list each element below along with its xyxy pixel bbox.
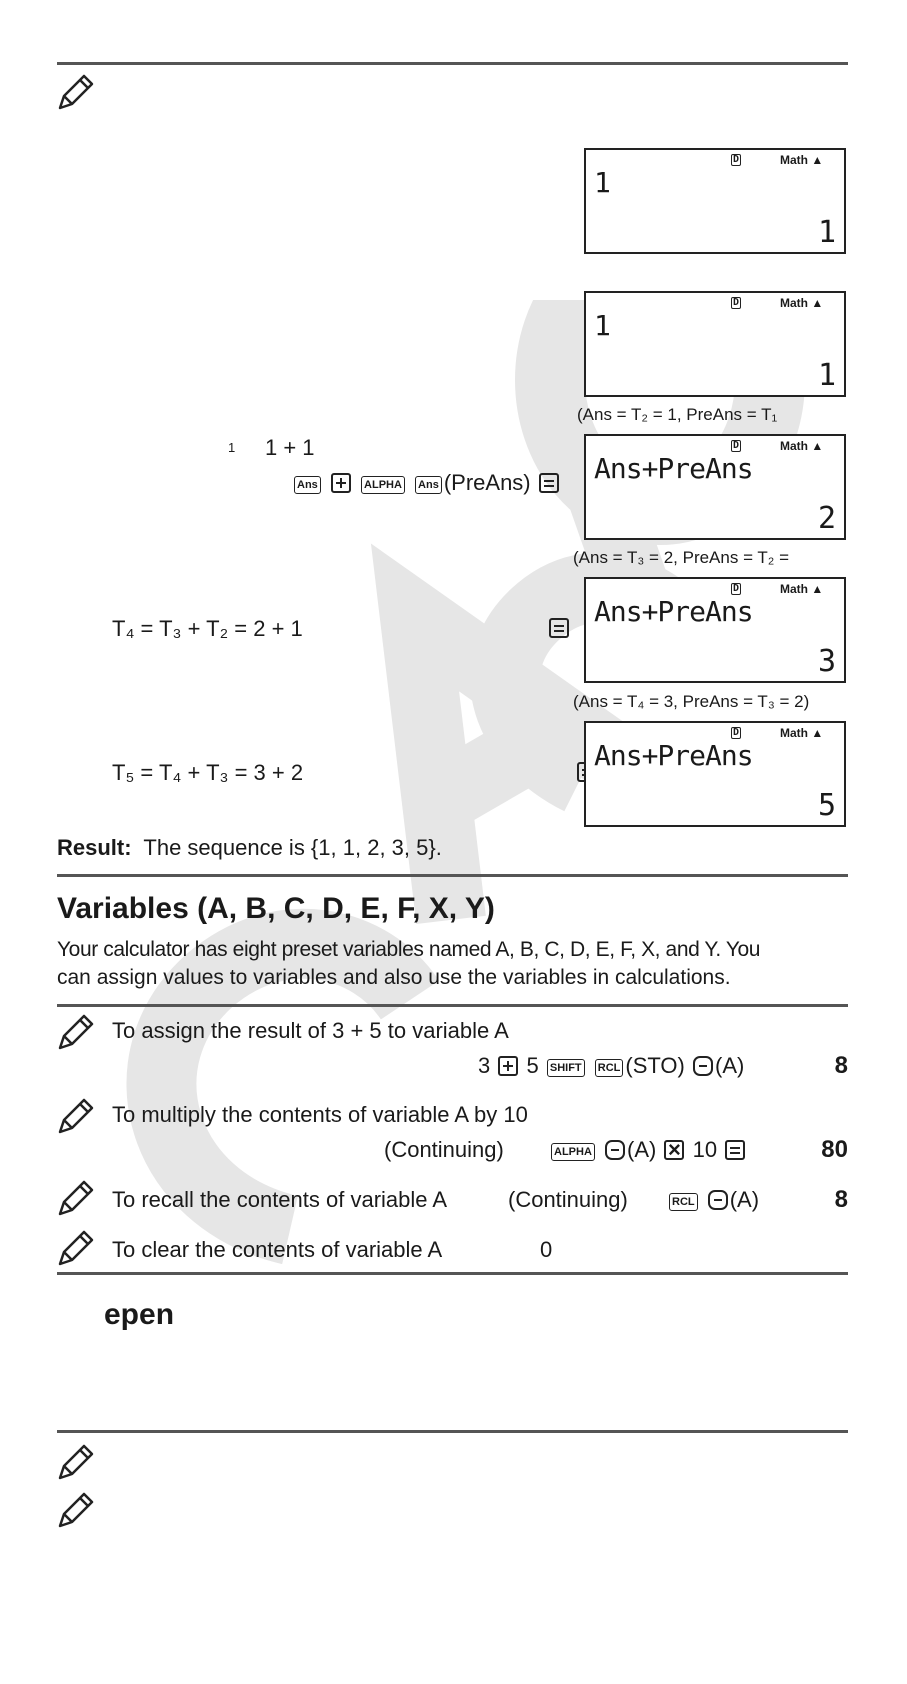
formula-t4: T₄ = T₃ + T₂ = 2 + 1 [112,616,303,641]
pencil-icon [56,1014,94,1052]
ans-key: Ans [294,476,321,494]
lcd-output: 1 [817,215,836,250]
negative-key-icon [605,1140,625,1160]
number: 10 [692,1137,718,1162]
example-3-continuing: (Continuing) [508,1187,628,1212]
sto-label: (STO) [625,1053,685,1078]
formula-t5: T₅ = T₄ + T₃ = 3 + 2 [112,760,304,785]
lcd-display-5 [584,721,846,827]
alpha-key: ALPHA [361,476,405,494]
top-rule [57,62,848,65]
lcd-input: 1 [594,309,610,342]
lcd-display-2 [584,291,846,397]
variables-intro-line1: Your calculator has eight preset variables named A, B, C, D, E, F, X, and Y. You [57,938,761,961]
rcl-key: RCL [595,1059,624,1077]
math-mode-indicator: Math ▲ [780,296,824,310]
degree-indicator: D [733,154,740,165]
lcd-output: 3 [817,644,836,679]
example-1-result: 8 [834,1052,848,1079]
ans-key: Ans [415,476,442,494]
lcd-output: 1 [817,358,836,393]
var-a-label: (A) [729,1187,760,1212]
example-1-title: To assign the result of 3 + 5 to variable A [112,1018,509,1043]
pencil-icon [56,1230,94,1268]
lcd-display-3 [584,434,846,540]
examples-bottom-rule [57,1272,848,1275]
shift-key: SHIFT [547,1059,585,1077]
lcd-note-4: (Ans = T₄ = 3, PreAns = T₃ = 2) [573,692,810,711]
example-2-keys [549,1137,747,1163]
examples-rule [57,1004,848,1007]
result-line [57,835,442,861]
example-2-result: 80 [821,1136,848,1163]
example-3-keys [667,1187,759,1213]
example-4-value: 0 [540,1237,553,1262]
rcl-key: RCL [669,1193,698,1211]
key-sequence-t3 [292,470,561,496]
negative-key-icon [708,1190,728,1210]
lcd-output: 2 [817,501,836,536]
equals-key-icon [549,618,569,638]
example-3-result: 8 [834,1186,848,1213]
lcd-input: 1 [594,166,610,199]
number: 3 [478,1053,491,1078]
pencil-icon [56,1492,94,1530]
lcd-note-2: (Ans = T₂ = 1, PreAns = T₁ [577,405,778,424]
lcd-output: 5 [817,788,836,823]
number: 5 [526,1053,539,1078]
example-4-title: To clear the contents of variable A [112,1237,443,1262]
variables-intro-line2: can assign values to variables and also use the variables in calculations. [57,966,731,989]
plus-key-icon [498,1056,518,1076]
negative-key-icon [693,1056,713,1076]
var-a-label: (A) [627,1137,657,1162]
formula-t3: 1 + 1 [265,435,315,460]
math-mode-indicator: Math ▲ [780,726,824,740]
variables-heading: Variables (A, B, C, D, E, F, X, Y) [57,892,495,925]
var-a-label: (A) [715,1053,745,1078]
lower-rule [57,1430,848,1433]
math-mode-indicator: Math ▲ [780,582,824,596]
degree-indicator: D [733,440,740,451]
multiply-key-icon [664,1140,684,1160]
example-2-title: To multiply the contents of variable A by 10 [112,1102,528,1127]
lcd-display-4 [584,577,846,683]
degree-indicator: D [733,727,740,738]
partial-heading: epen [104,1298,175,1331]
lcd-input: Ans+PreAns [594,595,753,628]
preans-label: (PreAns) [443,470,531,495]
lcd-input: Ans+PreAns [594,452,753,485]
alpha-key: ALPHA [551,1143,595,1161]
example-3-title: To recall the contents of variable A [112,1187,448,1212]
lcd-note-3: (Ans = T₃ = 2, PreAns = T₂ = [573,548,790,567]
pencil-icon [56,1180,94,1218]
lcd-display-1 [584,148,846,254]
degree-indicator: D [733,583,740,594]
section-rule [57,874,848,877]
pencil-icon [56,1098,94,1136]
equals-key-icon [725,1140,745,1160]
lcd-input: Ans+PreAns [594,739,753,772]
pencil-icon [56,1444,94,1482]
math-mode-indicator: Math ▲ [780,439,824,453]
degree-indicator: D [733,297,740,308]
example-2-continuing: (Continuing) [384,1137,504,1162]
formula-subscript: 1 [228,440,236,455]
example-1-keys [478,1053,744,1079]
result-label: Result: [57,835,132,860]
pencil-icon [56,74,94,112]
plus-key-icon [331,473,351,493]
math-mode-indicator: Math ▲ [780,153,824,167]
result-text: The sequence is {1, 1, 2, 3, 5}. [143,835,442,860]
equals-key-icon [539,473,559,493]
